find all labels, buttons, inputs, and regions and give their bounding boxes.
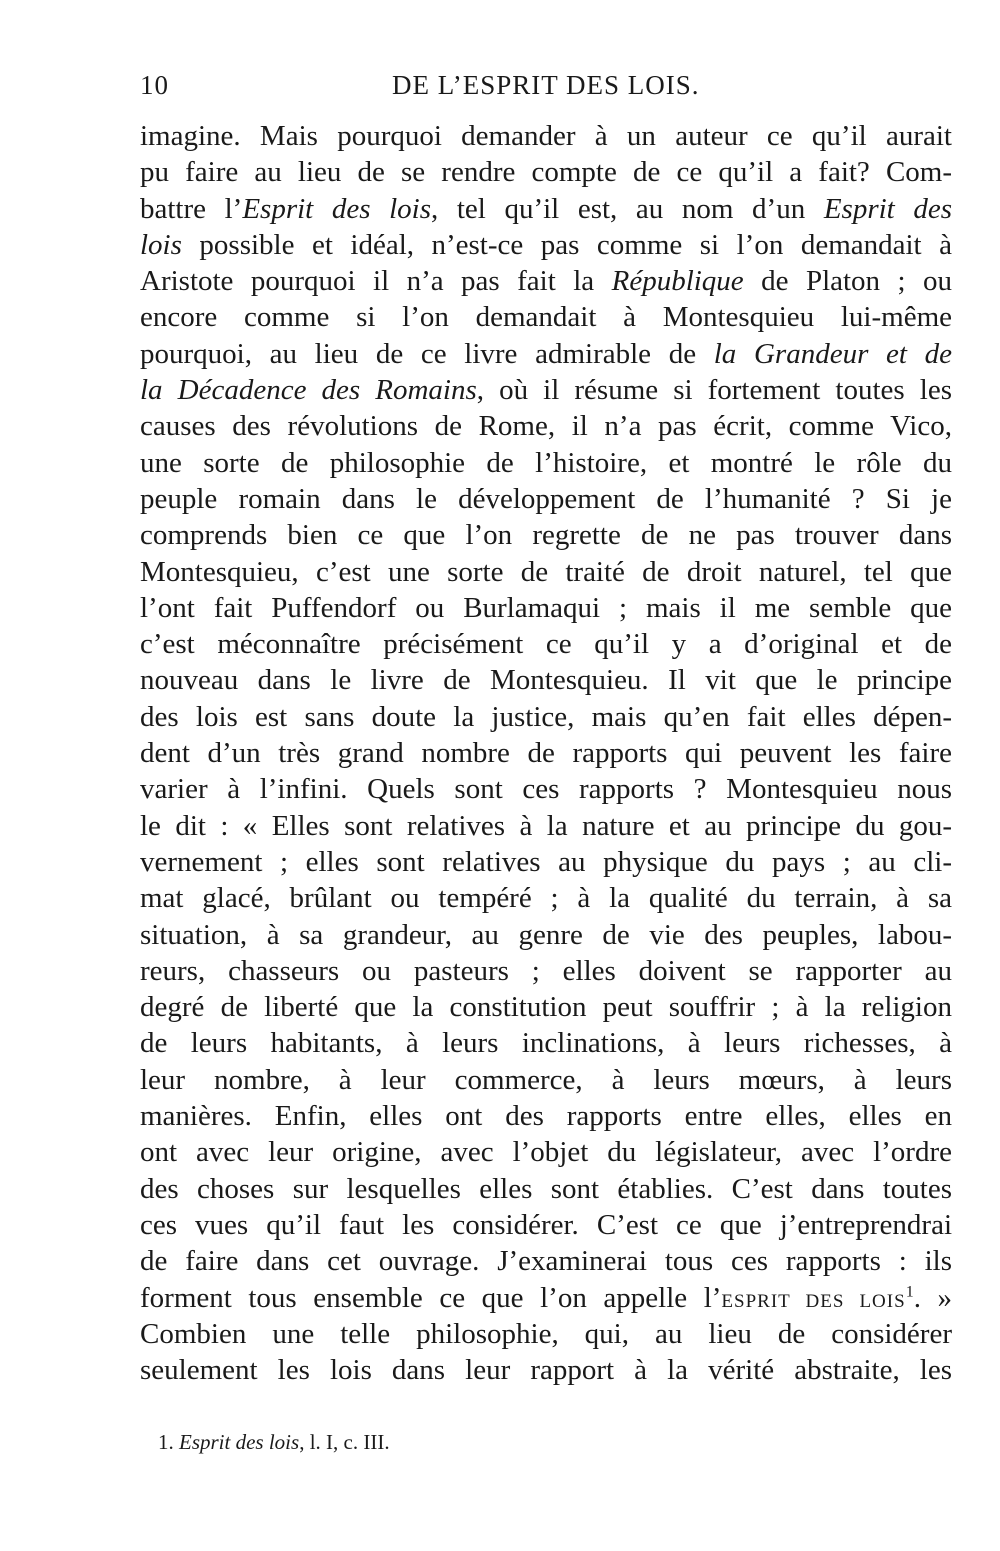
line-text: des lois est sans doute la justice, mais qu’en fait elles dépen-: [140, 700, 952, 733]
text-line: [140, 626, 952, 662]
text-line: [140, 1207, 952, 1243]
italic-text: Esprit des: [823, 192, 952, 225]
text-line: [140, 662, 952, 698]
line-text: situation, à sa grandeur, au genre de vie des peuples, labou-: [140, 918, 952, 951]
line-text: encore comme si l’on demandait à Montesquieu lui-même: [140, 301, 952, 334]
text-line: [140, 517, 952, 553]
line-text: comprends bien ce que l’on regrette de ne pas trouver dans: [140, 519, 952, 552]
line-text: , tel qu’il est, au nom d’un: [431, 192, 824, 225]
body-text: [140, 118, 952, 1388]
line-text: ces vues qu’il faut les considérer. C’est ce que j’entreprendrai: [140, 1208, 952, 1241]
text-line: [140, 408, 952, 444]
text-line: [140, 735, 952, 771]
line-text: c’est méconnaître précisément ce qu’il y a d’original et de: [140, 628, 952, 661]
italic-text: la Grandeur et de: [713, 337, 952, 370]
footnote-reference: , l. I, c. III.: [299, 1430, 390, 1454]
text-line: [140, 844, 952, 880]
line-text: dent d’un très grand nombre de rapports qui peuvent les faire: [140, 737, 952, 770]
line-text: de leurs habitants, à leurs inclinations, à leurs richesses, à: [140, 1027, 952, 1060]
text-line: [140, 1352, 952, 1388]
line-text: des choses sur lesquelles elles sont établies. C’est dans toutes: [140, 1172, 952, 1205]
line-text: manières. Enfin, elles ont des rapports entre elles, elles en: [140, 1100, 952, 1133]
line-text: Combien une telle philosophie, qui, au lieu de considérer: [140, 1317, 952, 1350]
text-line: [140, 1062, 952, 1098]
text-line: [140, 917, 952, 953]
text-line: [140, 880, 952, 916]
footnote-marker: 1.: [158, 1430, 179, 1454]
text-line: [140, 263, 952, 299]
text-line: [140, 227, 952, 263]
text-line: [140, 590, 952, 626]
text-line: [140, 336, 952, 372]
text-line: [140, 699, 952, 735]
line-text: vernement ; elles sont relatives au physique du pays ; au cli-: [140, 845, 952, 878]
text-line: [140, 481, 952, 517]
text-line: [140, 771, 952, 807]
text-line: [140, 445, 952, 481]
line-text: seulement les lois dans leur rapport à la vérité abstraite, les: [140, 1354, 952, 1387]
page-number: 10: [140, 70, 169, 100]
text-line: [140, 808, 952, 844]
line-text: reurs, chasseurs ou pasteurs ; elles doivent se rapporter au: [140, 954, 952, 987]
italic-text: République: [611, 265, 744, 298]
text-line: [140, 1316, 952, 1352]
line-text: pu faire au lieu de se rendre compte de ce qu’il a fait? Com-: [140, 156, 952, 189]
text-line: [140, 554, 952, 590]
line-text: une sorte de philosophie de l’histoire, et montré le rôle du: [140, 446, 952, 479]
line-text: degré de liberté que la constitution peut souffrir ; à la religion: [140, 991, 952, 1024]
italic-text: la Décadence des Romains: [140, 374, 477, 407]
running-head: [140, 70, 952, 114]
text-line: [140, 1280, 952, 1316]
line-text: Montesquieu, c’est une sorte de traité de droit naturel, tel que: [140, 555, 952, 588]
footnote: [158, 1430, 390, 1455]
text-line: [140, 953, 952, 989]
line-text: nouveau dans le livre de Montesquieu. Il vit que le principe: [140, 664, 952, 697]
text-line: [140, 1134, 952, 1170]
text-line: [140, 1098, 952, 1134]
line-text: . »: [913, 1281, 953, 1314]
line-text: forment tous ensemble ce que l’on appelle l’: [140, 1281, 722, 1314]
line-text: , où il résume si fortement toutes les: [476, 374, 952, 407]
italic-text: lois: [140, 228, 182, 261]
footnote-ref: 1: [905, 1282, 914, 1300]
small-caps-text: ESPRIT DES LOIS: [721, 1290, 906, 1312]
line-text: ont avec leur origine, avec l’objet du législateur, avec l’ordre: [140, 1136, 952, 1169]
line-text: de Platon ; ou: [743, 265, 952, 298]
line-text: leur nombre, à leur commerce, à leurs mœurs, à leurs: [140, 1063, 952, 1096]
text-line: [140, 191, 952, 227]
line-text: possible et idéal, n’est-ce pas comme si l’on demandait à: [181, 228, 952, 261]
line-text: battre l’: [140, 192, 243, 225]
line-text: mat glacé, brûlant ou tempéré ; à la qualité du terrain, à sa: [140, 882, 952, 915]
line-text: de faire dans cet ouvrage. J’examinerai tous ces rapports : ils: [140, 1245, 952, 1278]
text-line: [140, 989, 952, 1025]
line-text: le dit : « Elles sont relatives à la nature et au principe du gou-: [140, 809, 952, 842]
text-line: [140, 154, 952, 190]
line-text: imagine. Mais pourquoi demander à un auteur ce qu’il aurait: [140, 120, 952, 152]
line-text: pourquoi, au lieu de ce livre admirable de: [140, 337, 714, 370]
line-text: causes des révolutions de Rome, il n’a pas écrit, comme Vico,: [140, 410, 952, 443]
line-text: varier à l’infini. Quels sont ces rapports ? Montesquieu nous: [140, 773, 952, 806]
footnote-title: Esprit des lois: [179, 1430, 300, 1454]
text-line: [140, 1025, 952, 1061]
line-text: peuple romain dans le développement de l’humanité ? Si je: [140, 482, 952, 515]
running-title: DE L’ESPRIT DES LOIS.: [392, 70, 700, 100]
text-line: [140, 1243, 952, 1279]
text-line: [140, 118, 952, 154]
text-line: [140, 372, 952, 408]
text-line: [140, 1171, 952, 1207]
text-line: [140, 299, 952, 335]
line-text: l’ont fait Puffendorf ou Burlamaqui ; mais il me semble que: [140, 591, 952, 624]
italic-text: Esprit des lois: [242, 192, 432, 225]
line-text: Aristote pourquoi il n’a pas fait la: [140, 265, 612, 298]
